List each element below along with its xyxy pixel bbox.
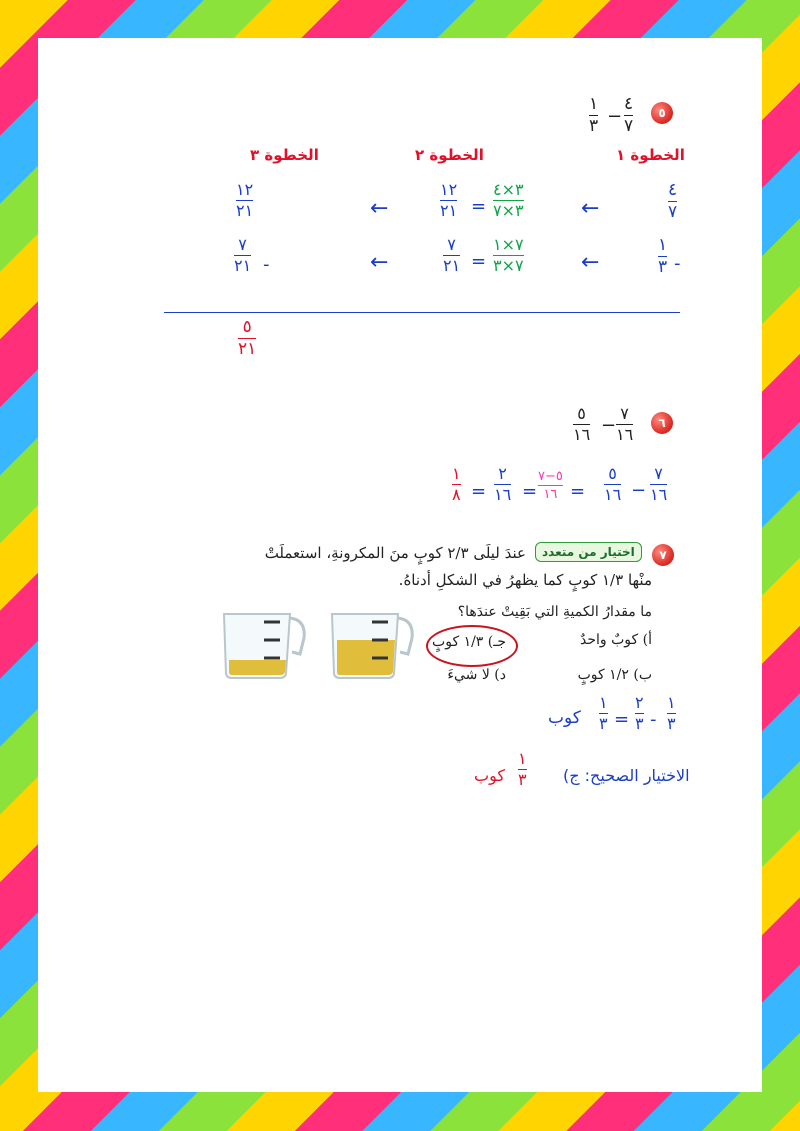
q5-b-num: ١ <box>589 94 599 114</box>
q6-a-num: ٧ <box>620 404 629 423</box>
q5-row1-m-den: ٣×٧ <box>493 201 524 220</box>
q7-text-line-1: عندَ ليلَى ٢/٣ كوبٍ منَ المكرونةِ، استعملَتْ <box>264 544 526 562</box>
question-6-number: ٦ <box>658 416 666 430</box>
q7-work-equals: = <box>614 709 630 730</box>
q7-work-minus: - <box>650 709 657 730</box>
q7-work-fraction-c <box>599 695 608 732</box>
q6-sol-fraction-e <box>452 466 461 503</box>
q7-option-b: ب) ١/٢ كوبٍ <box>577 667 652 683</box>
q5-row2-minus: - <box>674 253 681 274</box>
q7-work-a-den: ٣ <box>667 714 676 733</box>
q5-row2-multiply-fraction <box>493 237 524 274</box>
q6-a-den: ١٦ <box>616 425 634 444</box>
q5-row1-result-fraction <box>440 182 457 219</box>
q6-sol-b-den: ١٦ <box>604 485 622 504</box>
arrow-icon: ← <box>581 250 600 275</box>
q5-row1-s1-num: ٤ <box>668 180 678 200</box>
q5-a-num: ٤ <box>624 94 634 114</box>
measuring-cup-after-icon <box>220 608 310 680</box>
q7-final-answer-unit: كوب <box>474 766 505 785</box>
q5-problem-fraction-a <box>624 96 633 135</box>
q6-sol-equals-3: = <box>471 481 487 502</box>
q6-sol-e-den: ٨ <box>452 485 461 504</box>
q6-sol-fraction-c <box>538 470 563 501</box>
q7-final-answer-label: الاختيار الصحيح: ج) <box>563 766 690 785</box>
q5-row1-equals: = <box>471 196 487 217</box>
q5-answer-num: ٥ <box>242 317 252 337</box>
multiple-choice-tag: اختيار من متعدد <box>535 542 642 562</box>
q7-work-b-den: ٣ <box>635 714 644 733</box>
q5-problem-minus: − <box>607 106 623 127</box>
q5-row2-result-fraction <box>443 237 460 274</box>
q7-question: ما مقدارُ الكميةِ التي بَقِيتْ عندَها؟ <box>457 604 652 620</box>
q5-row2-s1-den: ٣ <box>658 257 668 277</box>
q6-problem-minus: − <box>601 415 617 436</box>
q6-sol-c-num: ٥−٧ <box>538 469 563 484</box>
q6-sol-a-den: ١٦ <box>650 485 668 504</box>
q6-sol-d-num: ٢ <box>498 464 507 483</box>
q5-row2-m-num: ٧×١ <box>493 235 524 254</box>
step-2-label: الخطوة ٢ <box>415 146 484 164</box>
q6-sol-e-num: ١ <box>452 464 461 483</box>
q5-row1-f-num: ١٢ <box>236 180 254 199</box>
q6-problem-fraction-b <box>573 406 590 443</box>
q5-row2-m-den: ٧×٣ <box>493 256 524 275</box>
q7-work-unit: كوب <box>548 708 581 728</box>
q7-option-d: د) لا شيءَ <box>447 667 506 683</box>
step-3-label: الخطوة ٣ <box>250 146 319 164</box>
q6-sol-fraction-a <box>650 466 667 503</box>
q6-sol-d-den: ١٦ <box>494 485 512 504</box>
q7-final-answer-num: ١ <box>518 749 527 768</box>
step-1-label: الخطوة ١ <box>616 146 685 164</box>
question-5-number: ٥ <box>658 106 666 120</box>
q5-row2-r-den: ٢١ <box>443 256 461 275</box>
q5-row2-f-den: ٢١ <box>234 256 252 275</box>
q5-row2-step3-fraction <box>234 237 251 274</box>
q7-work-c-den: ٣ <box>599 714 608 733</box>
q5-row1-step3-fraction <box>236 182 253 219</box>
q5-answer-den: ٢١ <box>238 339 257 359</box>
q6-sol-equals-2: = <box>522 481 538 502</box>
question-6-badge <box>651 412 673 434</box>
q5-row2-s1-num: ١ <box>658 235 668 255</box>
q6-problem-fraction-a <box>616 406 633 443</box>
arrow-icon: ← <box>581 196 600 221</box>
q6-sol-a-num: ٧ <box>654 464 663 483</box>
q6-b-den: ١٦ <box>573 425 591 444</box>
q5-row1-m-num: ٣×٤ <box>493 180 524 199</box>
q5-row1-step1-fraction <box>668 182 677 221</box>
worksheet-page <box>38 38 762 1092</box>
question-7-badge <box>652 544 674 566</box>
q5-row2-step1-fraction <box>658 237 667 276</box>
q5-row2-r-num: ٧ <box>447 235 456 254</box>
q5-subtraction-line <box>164 312 680 313</box>
q6-sol-equals-1: = <box>570 481 586 502</box>
q5-row1-multiply-fraction <box>493 182 524 219</box>
q5-row1-r-den: ٢١ <box>440 201 458 220</box>
measuring-cup-before-icon <box>328 608 418 680</box>
q5-problem-fraction-b <box>589 96 598 135</box>
q6-sol-minus: − <box>631 480 647 501</box>
q7-work-fraction-a <box>667 695 676 732</box>
q7-final-answer-den: ٣ <box>518 770 527 789</box>
question-7-number: ٧ <box>659 548 667 562</box>
q5-a-den: ٧ <box>624 116 634 136</box>
q7-option-a: أ) كوبٌ واحدٌ <box>580 632 652 648</box>
q7-final-answer-fraction <box>518 751 527 788</box>
q5-b-den: ٣ <box>589 116 599 136</box>
q5-row1-f-den: ٢١ <box>236 201 254 220</box>
q6-sol-b-num: ٥ <box>608 464 617 483</box>
q5-row2-equals: = <box>471 251 487 272</box>
arrow-icon: ← <box>370 250 389 275</box>
q7-text-line-2: منْها ١/٣ كوبٍ كما يظهرُ في الشكلِ أدناهُ. <box>398 571 652 589</box>
q7-option-c: جـ) ١/٣ كوبٍ <box>432 634 506 650</box>
question-5-badge <box>651 102 673 124</box>
q6-b-num: ٥ <box>577 404 586 423</box>
q5-answer-fraction <box>238 319 256 358</box>
q7-work-b-num: ٢ <box>635 693 644 712</box>
q5-row1-r-num: ١٢ <box>440 180 458 199</box>
q5-row2-step3-minus: - <box>263 254 270 275</box>
q6-sol-fraction-d <box>494 466 511 503</box>
arrow-icon: ← <box>370 196 389 221</box>
q6-sol-fraction-b <box>604 466 621 503</box>
q7-work-fraction-b <box>635 695 644 732</box>
q7-work-a-num: ١ <box>667 693 676 712</box>
q5-row1-s1-den: ٧ <box>668 202 678 222</box>
q7-work-c-num: ١ <box>599 693 608 712</box>
q5-row2-f-num: ٧ <box>238 235 247 254</box>
q6-sol-c-den: ١٦ <box>543 487 558 502</box>
